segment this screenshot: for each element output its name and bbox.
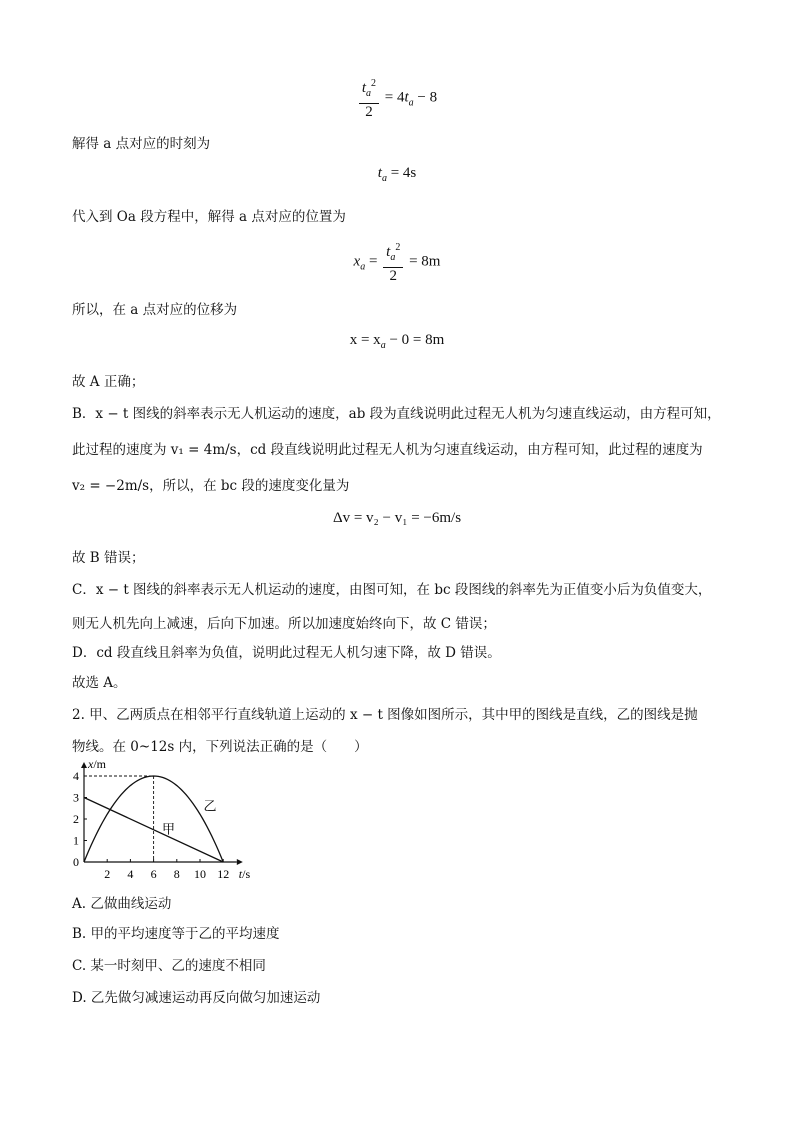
- text-line: v₂ = −2m/s，所以，在 bc 段的速度变化量为: [72, 478, 350, 494]
- option-b: B. 甲的平均速度等于乙的平均速度: [72, 926, 280, 942]
- text-line: 故选 A。: [72, 675, 127, 691]
- eq-text: = 4: [384, 89, 405, 106]
- equation-3: [0, 240, 794, 284]
- text-line: 此过程的速度为 v₁ = 4m/s，cd 段直线说明此过程无人机为匀速直线运动，由方程可知，此过程的速度为: [72, 442, 703, 458]
- y-tick-label: 0: [73, 855, 79, 869]
- text-line: B．x − t 图线的斜率表示无人机运动的速度，ab 段为直线说明此过程无人机为匀速直线运动，由方程可知，: [72, 406, 721, 422]
- series-jia-label: 甲: [162, 821, 176, 837]
- text-line: 故 B 错误；: [72, 550, 145, 566]
- eq-sub: a: [408, 97, 414, 109]
- text-line: C．x − t 图线的斜率表示无人机运动的速度，由图可知，在 bc 段图线的斜率先为正值变小后为负值变大，: [72, 582, 712, 598]
- eq-text: = 8m: [409, 253, 441, 270]
- y-axis-label: x/m: [88, 758, 106, 771]
- x-tick-label: 4: [127, 867, 134, 881]
- eq-var: t: [377, 165, 382, 181]
- question-2-stem: 物线。在 0~12s 内，下列说法正确的是（ ）: [72, 739, 368, 755]
- eq-sub: a: [390, 252, 396, 263]
- x-tick-label: 10: [194, 867, 206, 881]
- text-line: 代入到 Oa 段方程中，解得 a 点对应的位置为: [72, 209, 346, 225]
- equation-5: Δv = v₂ − v₁ = −6m/s: [332, 510, 462, 526]
- x-tick-label: 12: [217, 867, 230, 881]
- eq-text: =: [365, 253, 382, 270]
- option-c: C. 某一时刻甲、乙的速度不相同: [72, 958, 266, 974]
- text-line: 所以，在 a 点对应的位移为: [72, 302, 238, 318]
- xt-graph: [68, 758, 268, 886]
- text-line: 则无人机先向上减速，后向下加速。所以加速度始终向下，故 C 错误；: [72, 616, 496, 632]
- eq-sub: a: [366, 88, 372, 99]
- text-line: 故 A 正确；: [72, 374, 145, 390]
- x-axis-label: t/s: [238, 867, 251, 881]
- eq-sup: 2: [371, 78, 377, 89]
- x-tick-label: 6: [150, 867, 157, 881]
- option-d: D. 乙先做匀减速运动再反向做匀加速运动: [72, 990, 321, 1006]
- x-tick-label: 2: [104, 867, 111, 881]
- y-tick-label: 3: [73, 790, 79, 805]
- fraction: $\frac{t_a^2}{2}$: [383, 240, 403, 284]
- x-tick-label: 8: [173, 867, 180, 881]
- eq-sub: a: [380, 340, 386, 351]
- y-tick-label: 4: [73, 769, 79, 783]
- eq-text: x = x: [349, 332, 381, 348]
- eq-denominator: 2: [389, 268, 397, 284]
- eq-text: − 8: [413, 89, 438, 106]
- eq-sub: a: [360, 261, 366, 273]
- eq-text: − 0 = 8m: [385, 332, 445, 348]
- eq-var: t: [361, 80, 367, 96]
- eq-sub: a: [381, 173, 387, 184]
- question-2-stem: 2. 甲、乙两质点在相邻平行直线轨道上运动的 x − t 图像如图所示，其中甲的图线是直线，乙的图线是抛: [72, 707, 698, 723]
- fraction: [359, 76, 379, 120]
- y-tick-label: 2: [73, 812, 79, 826]
- text-line: D．cd 段直线且斜率为负值，说明此过程无人机匀速下降，故 D 错误。: [72, 645, 501, 661]
- eq-denominator: 2: [365, 104, 373, 120]
- eq-sup: 2: [395, 242, 401, 253]
- option-a: A. 乙做曲线运动: [72, 896, 172, 912]
- x-axis-arrow: [237, 859, 243, 865]
- equation-4: [0, 332, 794, 351]
- equation-1: [0, 76, 794, 120]
- eq-var: x: [353, 253, 361, 270]
- series-yi-label: 乙: [203, 798, 217, 814]
- y-axis-arrow: [81, 762, 87, 768]
- equation-2: [0, 165, 794, 184]
- y-tick-label: 1: [73, 833, 79, 848]
- eq-var: t: [404, 89, 409, 106]
- eq-text: = 4s: [386, 165, 417, 181]
- text-line: 解得 a 点对应的时刻为: [72, 136, 211, 152]
